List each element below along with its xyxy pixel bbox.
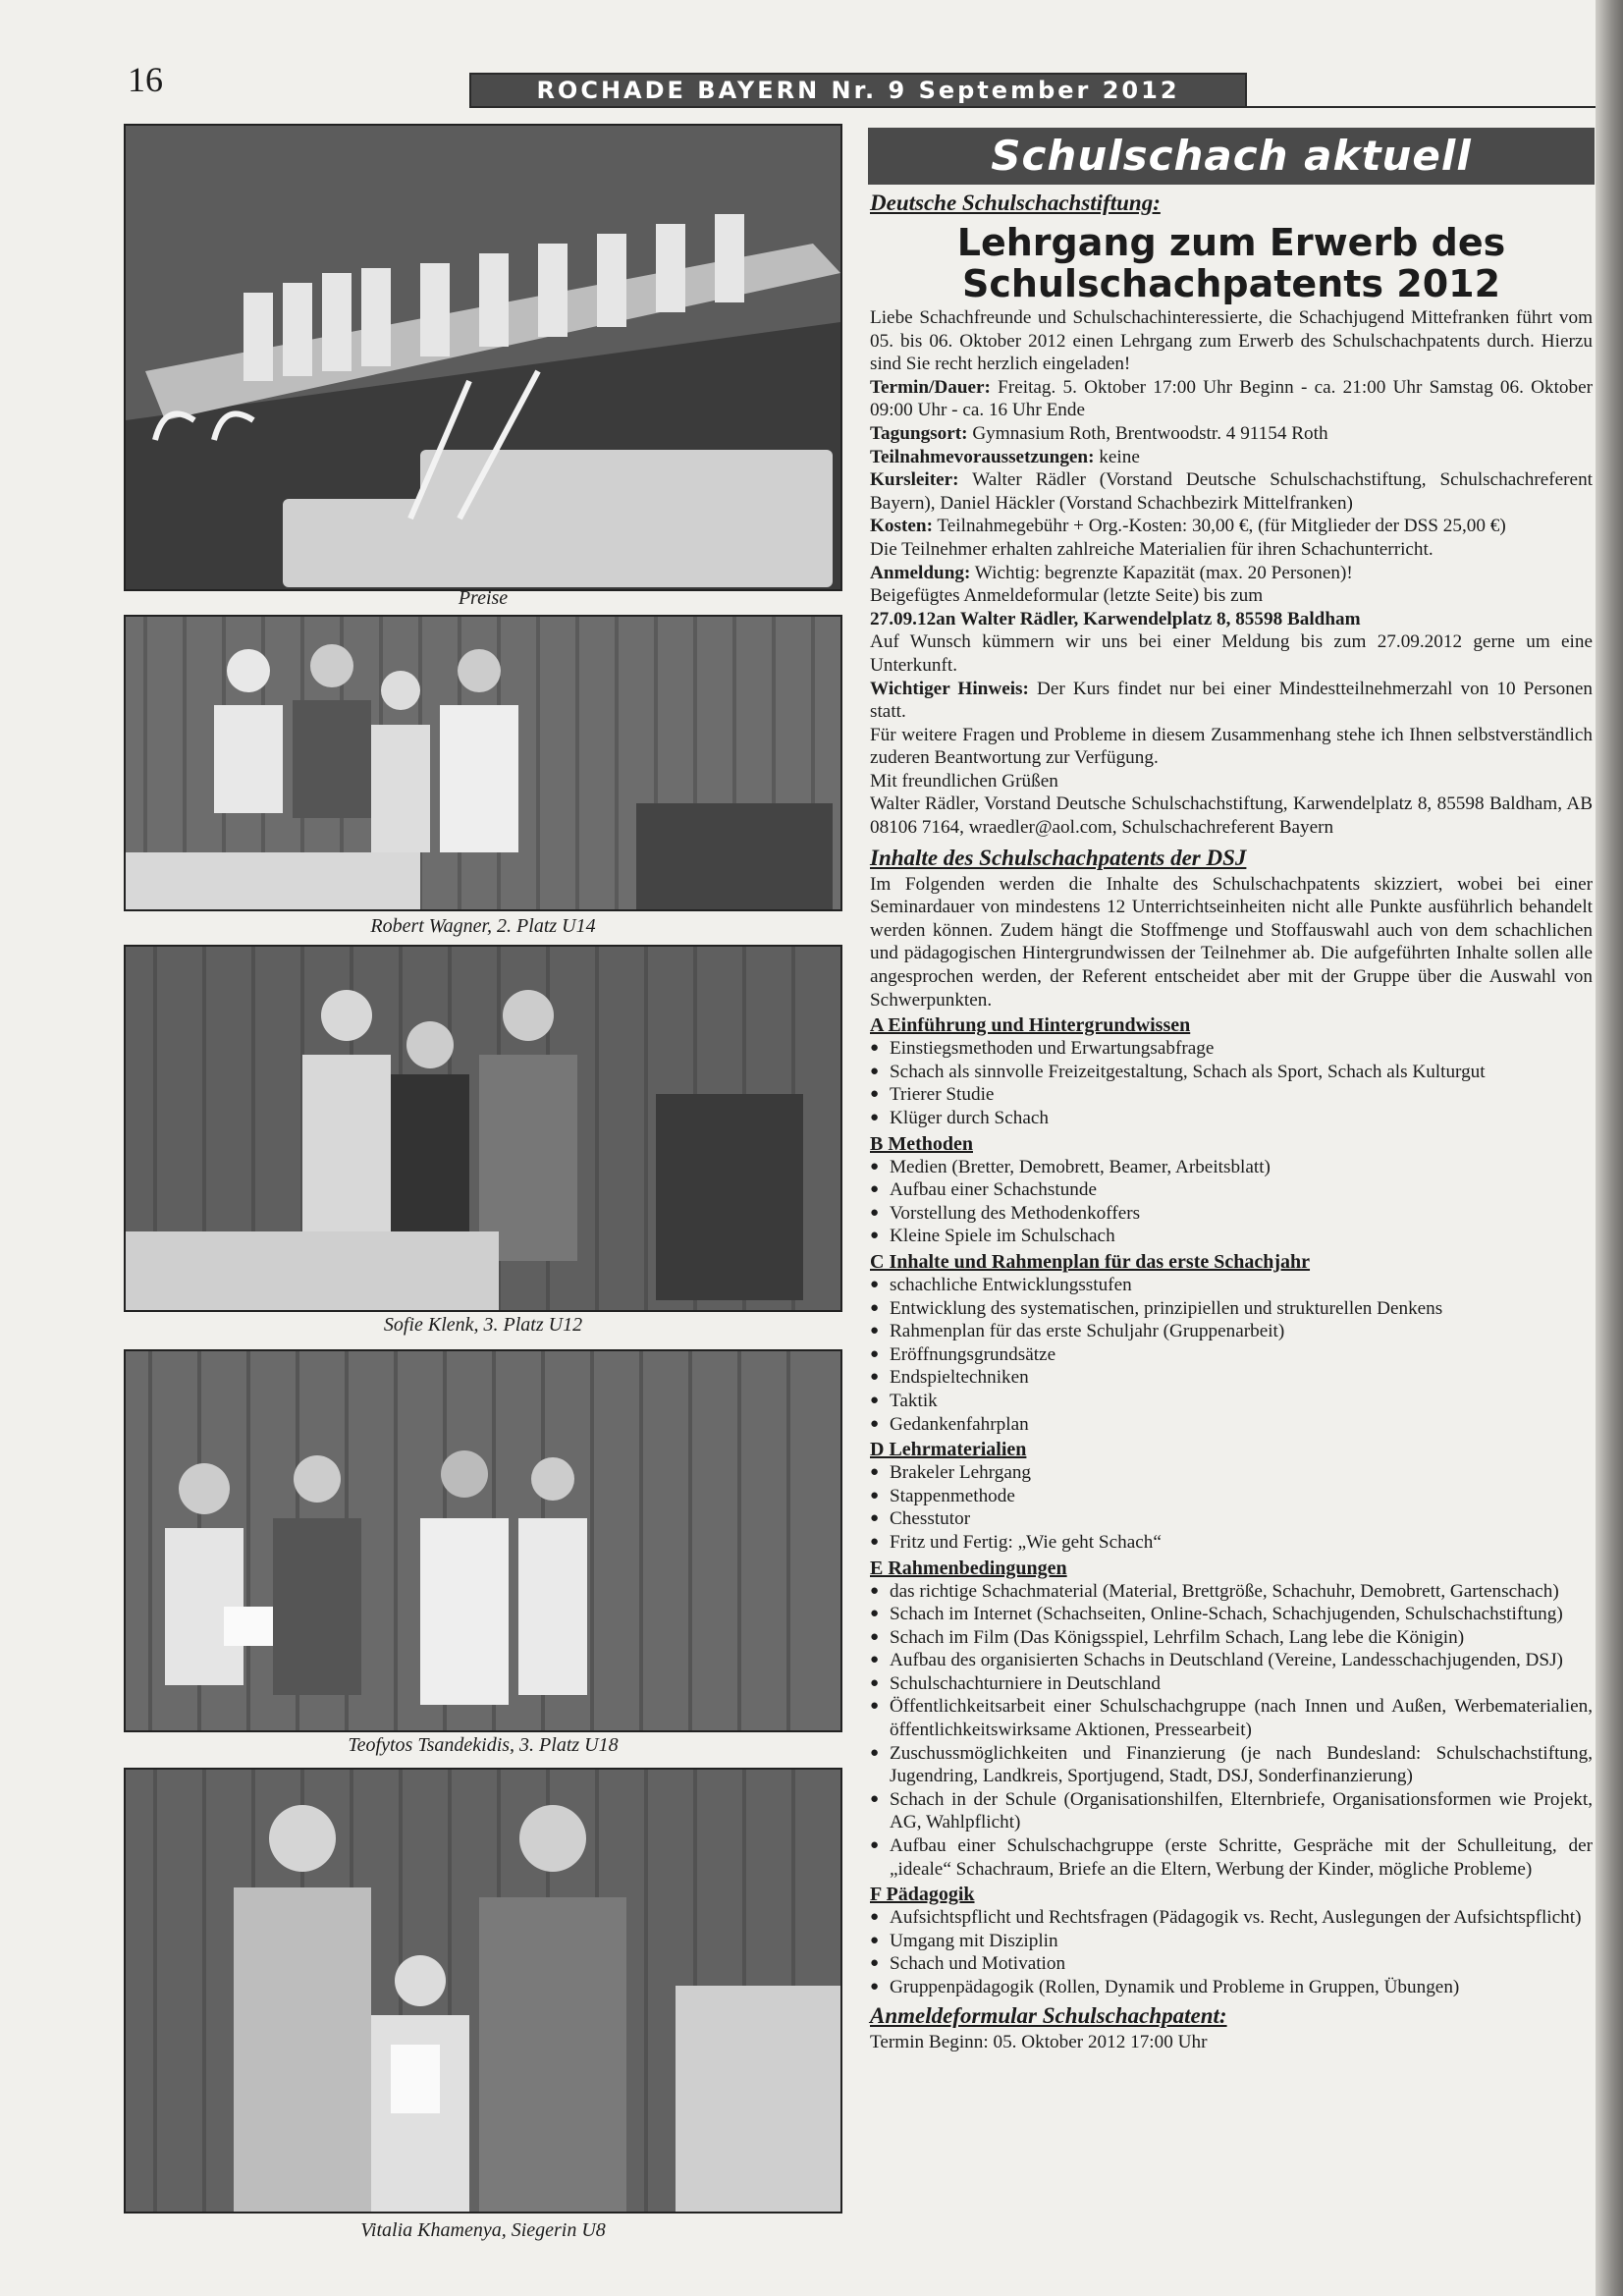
- list-item: ● schachliche Entwicklungsstufen: [870, 1274, 1593, 1297]
- list-item: ● Medien (Bretter, Demobrett, Beamer, Arbeitsblatt): [870, 1156, 1593, 1179]
- list-item: ● Umgang mit Disziplin: [870, 1930, 1593, 1953]
- masthead: ROCHADE BAYERN Nr. 9 September 2012: [469, 73, 1247, 108]
- article: [870, 189, 1593, 2053]
- inhalte-sections: [870, 1013, 1593, 1998]
- caption-vitalia-khamenya: Vitalia Khamenya, Siegerin U8: [360, 2219, 606, 2241]
- inhalte-section-title: D Lehrmaterialien: [870, 1439, 1027, 1461]
- anmeldung-label: Anmeldung:: [870, 562, 971, 583]
- inhalte-section-list: [870, 1906, 1593, 1998]
- caption-robert-wagner: Robert Wagner, 2. Platz U14: [370, 915, 596, 937]
- hinweis-paragraph: [870, 678, 1593, 724]
- caption-prizes: Preise: [458, 587, 509, 609]
- inhalte-intro: Im Folgenden werden die Inhalte des Schulschachpatents skizziert, wobei bei einer Seminardauer von mindestens 12 Unterrichtseinheiten nicht alle Punkte ausführlich behandelt werden können. Zudem hängt die Stoffmenge und Stoffauswahl auch von dem schachlichen und pädagogischen Hintergrundwissen der Teilnehmer ab. Die aufgeführten Inhalte sollen alle angesprochen werden, der Referent entscheidet aber mit der Gruppe über die Auswahl von Schwerpunkten.: [870, 873, 1593, 1011]
- inhalte-section-title: A Einführung und Hintergrundwissen: [870, 1014, 1191, 1037]
- kursleiter-text: Walter Rädler (Vorstand Deutsche Schulschachstiftung, Schulschachreferent Bayern), Daniel Häckler (Vorstand Schachbezirk Mittelfranken): [870, 469, 1593, 514]
- tagungsort-label: Tagungsort:: [870, 422, 968, 444]
- photo-vitalia-khamenya: [124, 1768, 842, 2214]
- list-item: ● Brakeler Lehrgang: [870, 1461, 1593, 1485]
- inhalte-section-list: [870, 1156, 1593, 1248]
- tagungsort-paragraph: [870, 422, 1593, 446]
- teilnahme-text: keine: [1094, 446, 1140, 467]
- termin-text: Freitag. 5. Oktober 17:00 Uhr Beginn - ca. 21:00 Uhr Samstag 06. Oktober 09:00 Uhr - ca. 16 Uhr Ende: [870, 376, 1593, 421]
- kosten-label: Kosten:: [870, 516, 933, 537]
- page-number: 16: [128, 60, 163, 99]
- list-item: ● Chesstutor: [870, 1507, 1593, 1531]
- termin-beginn: Termin Beginn: 05. Oktober 2012 17:00 Uhr: [870, 2031, 1208, 2052]
- list-item: ● Schach als sinnvolle Freizeitgestaltung, Schach als Sport, Schach als Kulturgut: [870, 1061, 1593, 1084]
- termin-paragraph: [870, 376, 1593, 422]
- list-item: ● das richtige Schachmaterial (Material, Brettgröße, Schachuhr, Demobrett, Gartenschach): [870, 1580, 1593, 1604]
- kursleiter-paragraph: [870, 468, 1593, 515]
- section-title: Schulschach aktuell: [868, 128, 1595, 185]
- inhalte-section-title: C Inhalte und Rahmenplan für das erste Schachjahr: [870, 1250, 1311, 1273]
- article-kicker: Deutsche Schulschachstiftung:: [870, 191, 1161, 215]
- caption-sofie-klenk: Sofie Klenk, 3. Platz U12: [383, 1314, 583, 1336]
- list-item: ● Trierer Studie: [870, 1083, 1593, 1107]
- list-item: ● Gruppenpädagogik (Rollen, Dynamik und Probleme in Gruppen, Übungen): [870, 1976, 1593, 1999]
- list-item: ● Klüger durch Schach: [870, 1107, 1593, 1130]
- list-item: ● Aufbau einer Schulschachgruppe (erste Schritte, Gespräche mit der Schulleitung, der „ideale“ Schachraum, Briefe an die Eltern, Werbung der Kinder, mögliche Probleme): [870, 1834, 1593, 1881]
- photo-teofytos-tsandekidis: [124, 1349, 842, 1732]
- list-item: ● Aufbau einer Schachstunde: [870, 1178, 1593, 1202]
- list-item: ● Eröffnungsgrundsätze: [870, 1343, 1593, 1367]
- list-item: ● Aufsichtspflicht und Rechtsfragen (Pädagogik vs. Recht, Auslegungen der Aufsichtspflicht): [870, 1906, 1593, 1930]
- anmeldung-address: 27.09.12an Walter Rädler, Karwendelplatz 8, 85598 Baldham: [870, 608, 1361, 629]
- hinweis-text: Der Kurs findet nur bei einer Mindestteilnehmerzahl von 10 Personen statt.: [870, 678, 1593, 723]
- list-item: ● Schach in der Schule (Organisationshilfen, Elternbriefe, Organisationsformen wie Projekt, AG, Wahlpflicht): [870, 1788, 1593, 1834]
- inhalte-section-title: E Rahmenbedingungen: [870, 1557, 1067, 1579]
- unterkunft-text: Auf Wunsch kümmern wir uns bei einer Meldung bis zum 27.09.2012 gerne um eine Unterkunft.: [870, 631, 1593, 676]
- inhalte-title: Inhalte des Schulschachpatents der DSJ: [870, 845, 1247, 870]
- intro-text: Liebe Schachfreunde und Schulschachinteressierte, die Schachjugend Mittefranken führt vom 05. bis 06. Oktober 2012 einen Lehrgang zum Erwerb des Schulschachpatents durch. Hierzu sind Sie recht herzlich eingeladen!: [870, 307, 1593, 375]
- headline-line-1: Lehrgang zum Erwerb des: [956, 221, 1506, 264]
- list-item: ● Aufbau des organisierten Schachs in Deutschland (Vereine, Landesschachjugenden, DSJ): [870, 1649, 1593, 1672]
- masthead-rule: [1247, 106, 1596, 108]
- list-item: ● Stappenmethode: [870, 1485, 1593, 1508]
- hinweis-label: Wichtiger Hinweis:: [870, 678, 1029, 699]
- list-item: ● Schach im Film (Das Königsspiel, Lehrfilm Schach, Lang lebe die Königin): [870, 1626, 1593, 1650]
- fragen-text: Für weitere Fragen und Probleme in diesem Zusammenhang stehe ich Ihnen selbstverständlich zuderen Beantwortung zur Verfügung.: [870, 724, 1593, 769]
- gruss-text: Mit freundlichen Grüßen: [870, 770, 1058, 792]
- photo-robert-wagner: [124, 615, 842, 911]
- list-item: ● Vorstellung des Methodenkoffers: [870, 1202, 1593, 1226]
- list-item: ● Gedankenfahrplan: [870, 1413, 1593, 1437]
- caption-teofytos-tsandekidis: Teofytos Tsandekidis, 3. Platz U18: [348, 1734, 619, 1756]
- anmeldung-paragraph: [870, 562, 1593, 585]
- teilnahme-label: Teilnahmevoraussetzungen:: [870, 446, 1095, 467]
- page-edge: [1596, 0, 1623, 2296]
- teilnahme-paragraph: [870, 446, 1593, 469]
- list-item: ● Öffentlichkeitsarbeit einer Schulschachgruppe (nach Innen und Außen, Werbematerialien, öffentlichkeitswirksame Aktionen, Pressearbeit): [870, 1695, 1593, 1741]
- headline-line-2: Schulschachpatents 2012: [961, 262, 1501, 305]
- termin-label: Termin/Dauer:: [870, 376, 991, 398]
- list-item: ● Schulschachturniere in Deutschland: [870, 1672, 1593, 1696]
- inhalte-section-list: [870, 1274, 1593, 1436]
- list-item: ● Schach im Internet (Schachseiten, Online-Schach, Schachjugenden, Schulschachstiftung): [870, 1603, 1593, 1626]
- materialien-text: Die Teilnehmer erhalten zahlreiche Materialien für ihren Schachunterricht.: [870, 538, 1434, 560]
- list-item: ● Entwicklung des systematischen, prinzipiellen und strukturellen Denkens: [870, 1297, 1593, 1321]
- list-item: ● Fritz und Fertig: „Wie geht Schach“: [870, 1531, 1593, 1555]
- kursleiter-label: Kursleiter:: [870, 469, 959, 491]
- inhalte-section-title: B Methoden: [870, 1132, 973, 1155]
- kosten-text: Teilnahmegebühr + Org.-Kosten: 30,00 €, (für Mitglieder der DSS 25,00 €): [932, 516, 1506, 537]
- photo-prizes: [124, 124, 842, 591]
- kosten-paragraph: [870, 515, 1593, 538]
- list-item: ● Taktik: [870, 1390, 1593, 1413]
- anmeldeformular-title: Anmeldeformular Schulschachpatent:: [870, 2002, 1227, 2028]
- list-item: ● Einstiegsmethoden und Erwartungsabfrage: [870, 1037, 1593, 1061]
- list-item: ● Rahmenplan für das erste Schuljahr (Gruppenarbeit): [870, 1320, 1593, 1343]
- anmeldung-text: Wichtig: begrenzte Kapazität (max. 20 Personen)!: [970, 562, 1353, 583]
- list-item: ● Endspieltechniken: [870, 1366, 1593, 1390]
- tagungsort-text: Gymnasium Roth, Brentwoodstr. 4 91154 Roth: [967, 422, 1328, 444]
- list-item: ● Schach und Motivation: [870, 1952, 1593, 1976]
- anmeldung-form-text: Beigefügtes Anmeldeformular (letzte Seite) bis zum: [870, 585, 1264, 607]
- list-item: ● Kleine Spiele im Schulschach: [870, 1225, 1593, 1248]
- photo-sofie-klenk: [124, 945, 842, 1312]
- inhalte-section-list: [870, 1580, 1593, 1882]
- article-headline: [870, 222, 1593, 304]
- inhalte-section-list: [870, 1461, 1593, 1554]
- inhalte-section-title: F Pädagogik: [870, 1884, 975, 1906]
- signature-text: Walter Rädler, Vorstand Deutsche Schulschachstiftung, Karwendelplatz 8, 85598 Baldham, AB 08106 7164, wraedler@aol.com, Schulschachreferent Bayern: [870, 793, 1593, 839]
- list-item: ● Zuschussmöglichkeiten und Finanzierung (je nach Bundesland: Schulschachstiftung, Jugendring, Landkreis, Sportjugend, Stadt, DSJ, Sonderfinanzierung): [870, 1742, 1593, 1788]
- inhalte-section-list: [870, 1037, 1593, 1129]
